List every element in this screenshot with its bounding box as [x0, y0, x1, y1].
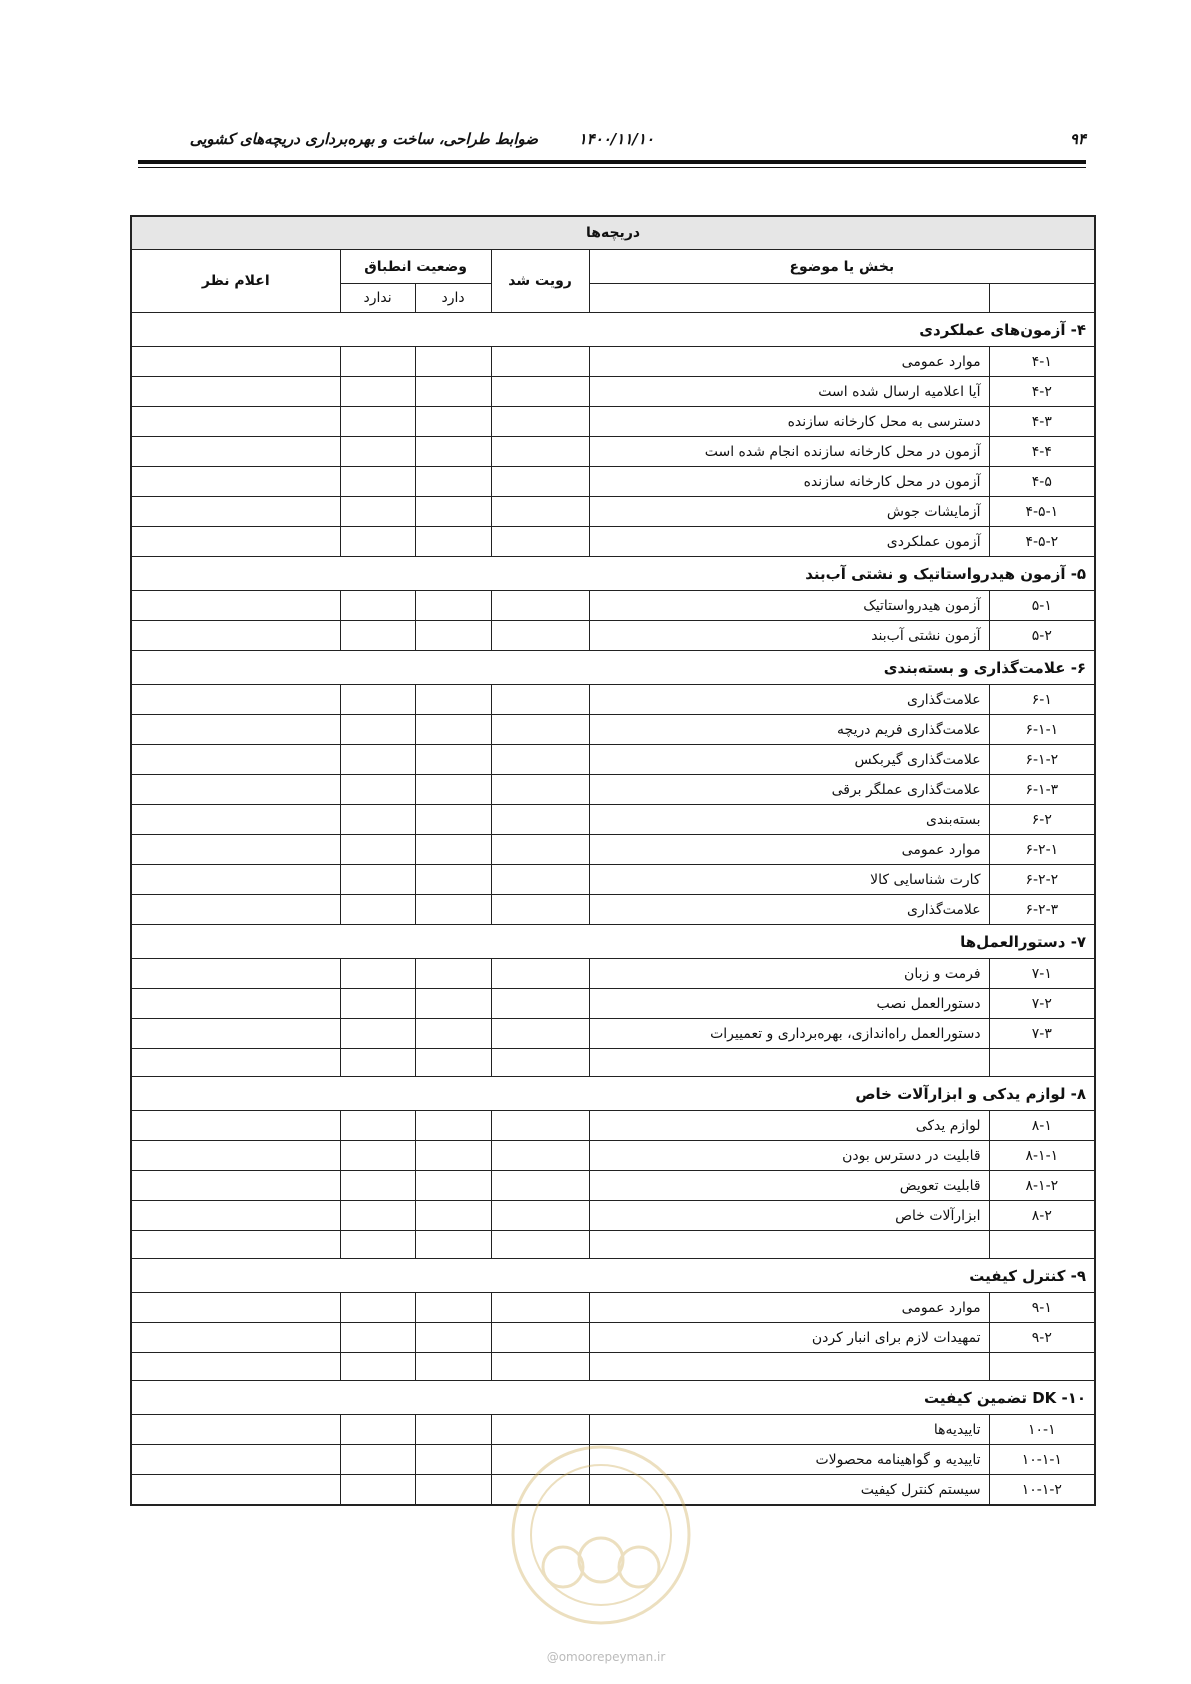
has-cell[interactable]: [415, 497, 491, 527]
checklist-table: [130, 215, 1096, 1506]
row-subject: کارت شناسایی کالا: [589, 865, 989, 895]
table-title-row: [131, 216, 1095, 250]
has-cell[interactable]: [415, 745, 491, 775]
table-row: [131, 467, 1095, 497]
has-cell[interactable]: [415, 989, 491, 1019]
has-not-cell[interactable]: [340, 1049, 415, 1077]
row-number: ۵-۲: [989, 621, 1095, 651]
table-title: دریچه‌ها: [131, 216, 1095, 250]
table-row: [131, 377, 1095, 407]
row-number: ۶-۲-۳: [989, 895, 1095, 925]
has-cell[interactable]: [415, 437, 491, 467]
table-row: [131, 407, 1095, 437]
comment-cell[interactable]: [131, 437, 340, 467]
has-not-cell[interactable]: [340, 685, 415, 715]
has-cell[interactable]: [415, 1141, 491, 1171]
has-cell[interactable]: [415, 1323, 491, 1353]
has-not-cell[interactable]: [340, 865, 415, 895]
row-subject: تاییدیه و گواهینامه محصولات: [589, 1445, 989, 1475]
seen-cell[interactable]: [491, 527, 589, 557]
row-subject: علامت‌گذاری عملگر برقی: [589, 775, 989, 805]
row-number: ۴-۳: [989, 407, 1095, 437]
has-not-cell[interactable]: [340, 989, 415, 1019]
row-subject: قابلیت در دسترس بودن: [589, 1141, 989, 1171]
table-row: [131, 1353, 1095, 1381]
row-subject: آیا اعلامیه ارسال شده است: [589, 377, 989, 407]
row-number: ۴-۴: [989, 437, 1095, 467]
row-number: ۶-۱-۲: [989, 745, 1095, 775]
seen-cell[interactable]: [491, 1171, 589, 1201]
row-subject: علامت‌گذاری گیربکس: [589, 745, 989, 775]
comment-cell[interactable]: [131, 1445, 340, 1475]
comment-cell[interactable]: [131, 377, 340, 407]
comment-cell[interactable]: [131, 865, 340, 895]
subheader-num-cell: [989, 284, 1095, 313]
col-has-not-header: ندارد: [340, 284, 415, 313]
section-header-row: [131, 1077, 1095, 1111]
has-cell[interactable]: [415, 805, 491, 835]
table-row: [131, 1231, 1095, 1259]
has-not-cell[interactable]: [340, 621, 415, 651]
table-row: [131, 1019, 1095, 1049]
seen-cell[interactable]: [491, 1111, 589, 1141]
row-subject: [589, 1049, 989, 1077]
has-cell[interactable]: [415, 1171, 491, 1201]
table-row: [131, 527, 1095, 557]
row-number: ۴-۵-۱: [989, 497, 1095, 527]
has-cell[interactable]: [415, 407, 491, 437]
has-cell[interactable]: [415, 1353, 491, 1381]
has-cell[interactable]: [415, 467, 491, 497]
seen-cell[interactable]: [491, 1415, 589, 1445]
has-cell[interactable]: [415, 527, 491, 557]
table-row: [131, 1049, 1095, 1077]
has-cell[interactable]: [415, 1293, 491, 1323]
row-number: ۶-۲-۱: [989, 835, 1095, 865]
row-subject: آزمون هیدرواستاتیک: [589, 591, 989, 621]
has-cell[interactable]: [415, 1231, 491, 1259]
section-title: ۹- کنترل کیفیت: [131, 1259, 1095, 1293]
has-not-cell[interactable]: [340, 467, 415, 497]
has-cell[interactable]: [415, 1445, 491, 1475]
row-subject: قابلیت تعویض: [589, 1171, 989, 1201]
section-title: ۵- آزمون هیدرواستاتیک و نشتی آب‌بند: [131, 557, 1095, 591]
row-subject: علامت‌گذاری: [589, 685, 989, 715]
document-title: ضوابط طراحی، ساخت و بهره‌برداری دریچه‌های کشویی: [189, 130, 538, 148]
comment-cell[interactable]: [131, 989, 340, 1019]
row-subject: دسترسی به محل کارخانه سازنده: [589, 407, 989, 437]
has-cell[interactable]: [415, 1019, 491, 1049]
row-number: ۶-۱-۳: [989, 775, 1095, 805]
comment-cell[interactable]: [131, 959, 340, 989]
row-number: ۷-۳: [989, 1019, 1095, 1049]
row-subject: موارد عمومی: [589, 1293, 989, 1323]
has-not-cell[interactable]: [340, 1445, 415, 1475]
has-not-cell[interactable]: [340, 715, 415, 745]
row-subject: [589, 1353, 989, 1381]
comment-cell[interactable]: [131, 1111, 340, 1141]
row-number: ۸-۱-۱: [989, 1141, 1095, 1171]
table-row: [131, 805, 1095, 835]
table-row: [131, 497, 1095, 527]
section-title: ۱۰- DK تضمین کیفیت: [131, 1381, 1095, 1415]
seen-cell[interactable]: [491, 377, 589, 407]
has-not-cell[interactable]: [340, 1293, 415, 1323]
comment-cell[interactable]: [131, 1141, 340, 1171]
comment-cell[interactable]: [131, 895, 340, 925]
table-row: [131, 835, 1095, 865]
row-number: ۸-۲: [989, 1201, 1095, 1231]
seen-cell[interactable]: [491, 775, 589, 805]
row-subject: موارد عمومی: [589, 347, 989, 377]
has-not-cell[interactable]: [340, 1323, 415, 1353]
row-number: ۹-۲: [989, 1323, 1095, 1353]
has-cell[interactable]: [415, 1415, 491, 1445]
seen-cell[interactable]: [491, 437, 589, 467]
table-row: [131, 1171, 1095, 1201]
seen-cell[interactable]: [491, 835, 589, 865]
has-cell[interactable]: [415, 835, 491, 865]
row-number: ۸-۱-۲: [989, 1171, 1095, 1201]
row-subject: ابزارآلات خاص: [589, 1201, 989, 1231]
row-subject: آزمون نشتی آب‌بند: [589, 621, 989, 651]
table-row: [131, 775, 1095, 805]
row-number: ۴-۲: [989, 377, 1095, 407]
row-subject: سیستم کنترل کیفیت: [589, 1475, 989, 1506]
has-cell[interactable]: [415, 1049, 491, 1077]
col-has-header: دارد: [415, 284, 491, 313]
comment-cell[interactable]: [131, 685, 340, 715]
table-row: [131, 715, 1095, 745]
row-subject: آزمایشات جوش: [589, 497, 989, 527]
comment-cell[interactable]: [131, 1049, 340, 1077]
row-subject: تمهیدات لازم برای انبار کردن: [589, 1323, 989, 1353]
table-row: [131, 895, 1095, 925]
has-not-cell[interactable]: [340, 377, 415, 407]
has-cell[interactable]: [415, 1475, 491, 1506]
row-number: ۸-۱: [989, 1111, 1095, 1141]
has-not-cell[interactable]: [340, 745, 415, 775]
page-header: [138, 126, 1086, 176]
row-number: ۱۰-۱: [989, 1415, 1095, 1445]
row-number: ۶-۱: [989, 685, 1095, 715]
section-header-row: [131, 925, 1095, 959]
comment-cell[interactable]: [131, 1323, 340, 1353]
seen-cell[interactable]: [491, 1353, 589, 1381]
row-subject: فرمت و زبان: [589, 959, 989, 989]
has-cell[interactable]: [415, 895, 491, 925]
has-not-cell[interactable]: [340, 1475, 415, 1506]
row-subject: آزمون عملکردی: [589, 527, 989, 557]
comment-cell[interactable]: [131, 745, 340, 775]
subheader-subject-cell: [589, 284, 989, 313]
has-not-cell[interactable]: [340, 1415, 415, 1445]
seen-cell[interactable]: [491, 1141, 589, 1171]
row-number: [989, 1049, 1095, 1077]
header-date: ۱۴۰۰/۱۱/۱۰: [578, 130, 654, 148]
col-compliance-header: وضعیت انطباق: [340, 250, 491, 284]
section-title: ۸- لوازم یدکی و ابزارآلات خاص: [131, 1077, 1095, 1111]
section-title: ۴- آزمون‌های عملکردی: [131, 313, 1095, 347]
row-number: ۹-۱: [989, 1293, 1095, 1323]
seen-cell[interactable]: [491, 959, 589, 989]
comment-cell[interactable]: [131, 407, 340, 437]
page-number: ۹۴: [1069, 130, 1086, 148]
row-number: ۷-۲: [989, 989, 1095, 1019]
col-comment-header: اعلام نظر: [131, 250, 340, 313]
table-row: [131, 1415, 1095, 1445]
has-not-cell[interactable]: [340, 895, 415, 925]
has-cell[interactable]: [415, 715, 491, 745]
seen-cell[interactable]: [491, 745, 589, 775]
watermark-url: @omoorepeyman.ir: [546, 1650, 666, 1664]
table-row: [131, 1293, 1095, 1323]
row-subject: [589, 1231, 989, 1259]
section-header-row: [131, 313, 1095, 347]
has-not-cell[interactable]: [340, 1111, 415, 1141]
table-row: [131, 621, 1095, 651]
row-number: ۴-۵: [989, 467, 1095, 497]
row-subject: علامت‌گذاری فریم دریچه: [589, 715, 989, 745]
table-row: [131, 591, 1095, 621]
row-number: ۱۰-۱-۲: [989, 1475, 1095, 1506]
row-number: ۱۰-۱-۱: [989, 1445, 1095, 1475]
comment-cell[interactable]: [131, 1353, 340, 1381]
seen-cell[interactable]: [491, 989, 589, 1019]
comment-cell[interactable]: [131, 347, 340, 377]
row-number: ۴-۵-۲: [989, 527, 1095, 557]
row-subject: علامت‌گذاری: [589, 895, 989, 925]
row-number: ۴-۱: [989, 347, 1095, 377]
has-not-cell[interactable]: [340, 1019, 415, 1049]
comment-cell[interactable]: [131, 1201, 340, 1231]
has-not-cell[interactable]: [340, 1231, 415, 1259]
seen-cell[interactable]: [491, 347, 589, 377]
has-not-cell[interactable]: [340, 1353, 415, 1381]
table-row: [131, 1111, 1095, 1141]
row-subject: دستورالعمل نصب: [589, 989, 989, 1019]
table-row: [131, 1201, 1095, 1231]
row-subject: تاییدیه‌ها: [589, 1415, 989, 1445]
has-cell[interactable]: [415, 685, 491, 715]
table-row: [131, 1323, 1095, 1353]
row-number: ۷-۱: [989, 959, 1095, 989]
row-subject: آزمون در محل کارخانه سازنده انجام شده است: [589, 437, 989, 467]
has-not-cell[interactable]: [340, 1171, 415, 1201]
seen-cell[interactable]: [491, 865, 589, 895]
table-row: [131, 865, 1095, 895]
seen-cell[interactable]: [491, 1293, 589, 1323]
comment-cell[interactable]: [131, 467, 340, 497]
has-cell[interactable]: [415, 959, 491, 989]
comment-cell[interactable]: [131, 497, 340, 527]
col-subject-header: بخش یا موضوع: [589, 250, 1095, 284]
has-cell[interactable]: [415, 775, 491, 805]
seen-cell[interactable]: [491, 591, 589, 621]
has-cell[interactable]: [415, 1201, 491, 1231]
seen-cell[interactable]: [491, 467, 589, 497]
seen-cell[interactable]: [491, 1323, 589, 1353]
table-row: [131, 437, 1095, 467]
seen-cell[interactable]: [491, 621, 589, 651]
table-header-row: [131, 250, 1095, 284]
section-title: ۷- دستورالعمل‌ها: [131, 925, 1095, 959]
comment-cell[interactable]: [131, 621, 340, 651]
has-cell[interactable]: [415, 865, 491, 895]
has-cell[interactable]: [415, 591, 491, 621]
has-not-cell[interactable]: [340, 347, 415, 377]
row-number: [989, 1353, 1095, 1381]
section-header-row: [131, 651, 1095, 685]
has-cell[interactable]: [415, 1111, 491, 1141]
seen-cell[interactable]: [491, 805, 589, 835]
comment-cell[interactable]: [131, 591, 340, 621]
seen-cell[interactable]: [491, 1231, 589, 1259]
has-not-cell[interactable]: [340, 1141, 415, 1171]
has-not-cell[interactable]: [340, 835, 415, 865]
comment-cell[interactable]: [131, 835, 340, 865]
header-rule-thin: [138, 167, 1086, 168]
table-row: [131, 685, 1095, 715]
comment-cell[interactable]: [131, 715, 340, 745]
col-seen-header: رویت شد: [491, 250, 589, 313]
row-number: ۶-۱-۱: [989, 715, 1095, 745]
table-row: [131, 1141, 1095, 1171]
comment-cell[interactable]: [131, 1231, 340, 1259]
comment-cell[interactable]: [131, 1475, 340, 1506]
row-subject: آزمون در محل کارخانه سازنده: [589, 467, 989, 497]
comment-cell[interactable]: [131, 527, 340, 557]
seen-cell[interactable]: [491, 1201, 589, 1231]
comment-cell[interactable]: [131, 775, 340, 805]
row-number: ۶-۲-۲: [989, 865, 1095, 895]
row-number: [989, 1231, 1095, 1259]
has-not-cell[interactable]: [340, 591, 415, 621]
checklist-table-wrap: [130, 215, 1094, 1506]
has-not-cell[interactable]: [340, 407, 415, 437]
row-subject: دستورالعمل راه‌اندازی، بهره‌برداری و تعمییرات: [589, 1019, 989, 1049]
has-not-cell[interactable]: [340, 1201, 415, 1231]
seen-cell[interactable]: [491, 895, 589, 925]
row-number: ۶-۲: [989, 805, 1095, 835]
has-not-cell[interactable]: [340, 805, 415, 835]
row-subject: بسته‌بندی: [589, 805, 989, 835]
has-cell[interactable]: [415, 377, 491, 407]
seen-cell[interactable]: [491, 685, 589, 715]
has-not-cell[interactable]: [340, 775, 415, 805]
section-header-row: [131, 557, 1095, 591]
has-not-cell[interactable]: [340, 527, 415, 557]
seen-cell[interactable]: [491, 1049, 589, 1077]
section-header-row: [131, 1259, 1095, 1293]
table-row: [131, 959, 1095, 989]
has-cell[interactable]: [415, 621, 491, 651]
watermark-logo: [508, 1442, 694, 1628]
row-number: ۵-۱: [989, 591, 1095, 621]
seen-cell[interactable]: [491, 715, 589, 745]
has-not-cell[interactable]: [340, 959, 415, 989]
table-row: [131, 745, 1095, 775]
comment-cell[interactable]: [131, 1171, 340, 1201]
has-not-cell[interactable]: [340, 437, 415, 467]
row-subject: لوازم یدکی: [589, 1111, 989, 1141]
comment-cell[interactable]: [131, 805, 340, 835]
section-header-row: [131, 1381, 1095, 1415]
comment-cell[interactable]: [131, 1293, 340, 1323]
table-row: [131, 989, 1095, 1019]
header-rule-thick: [138, 160, 1086, 164]
seen-cell[interactable]: [491, 1019, 589, 1049]
has-cell[interactable]: [415, 347, 491, 377]
has-not-cell[interactable]: [340, 497, 415, 527]
comment-cell[interactable]: [131, 1415, 340, 1445]
seen-cell[interactable]: [491, 497, 589, 527]
table-row: [131, 347, 1095, 377]
seen-cell[interactable]: [491, 407, 589, 437]
comment-cell[interactable]: [131, 1019, 340, 1049]
section-title: ۶- علامت‌گذاری و بسته‌بندی: [131, 651, 1095, 685]
row-subject: موارد عمومی: [589, 835, 989, 865]
